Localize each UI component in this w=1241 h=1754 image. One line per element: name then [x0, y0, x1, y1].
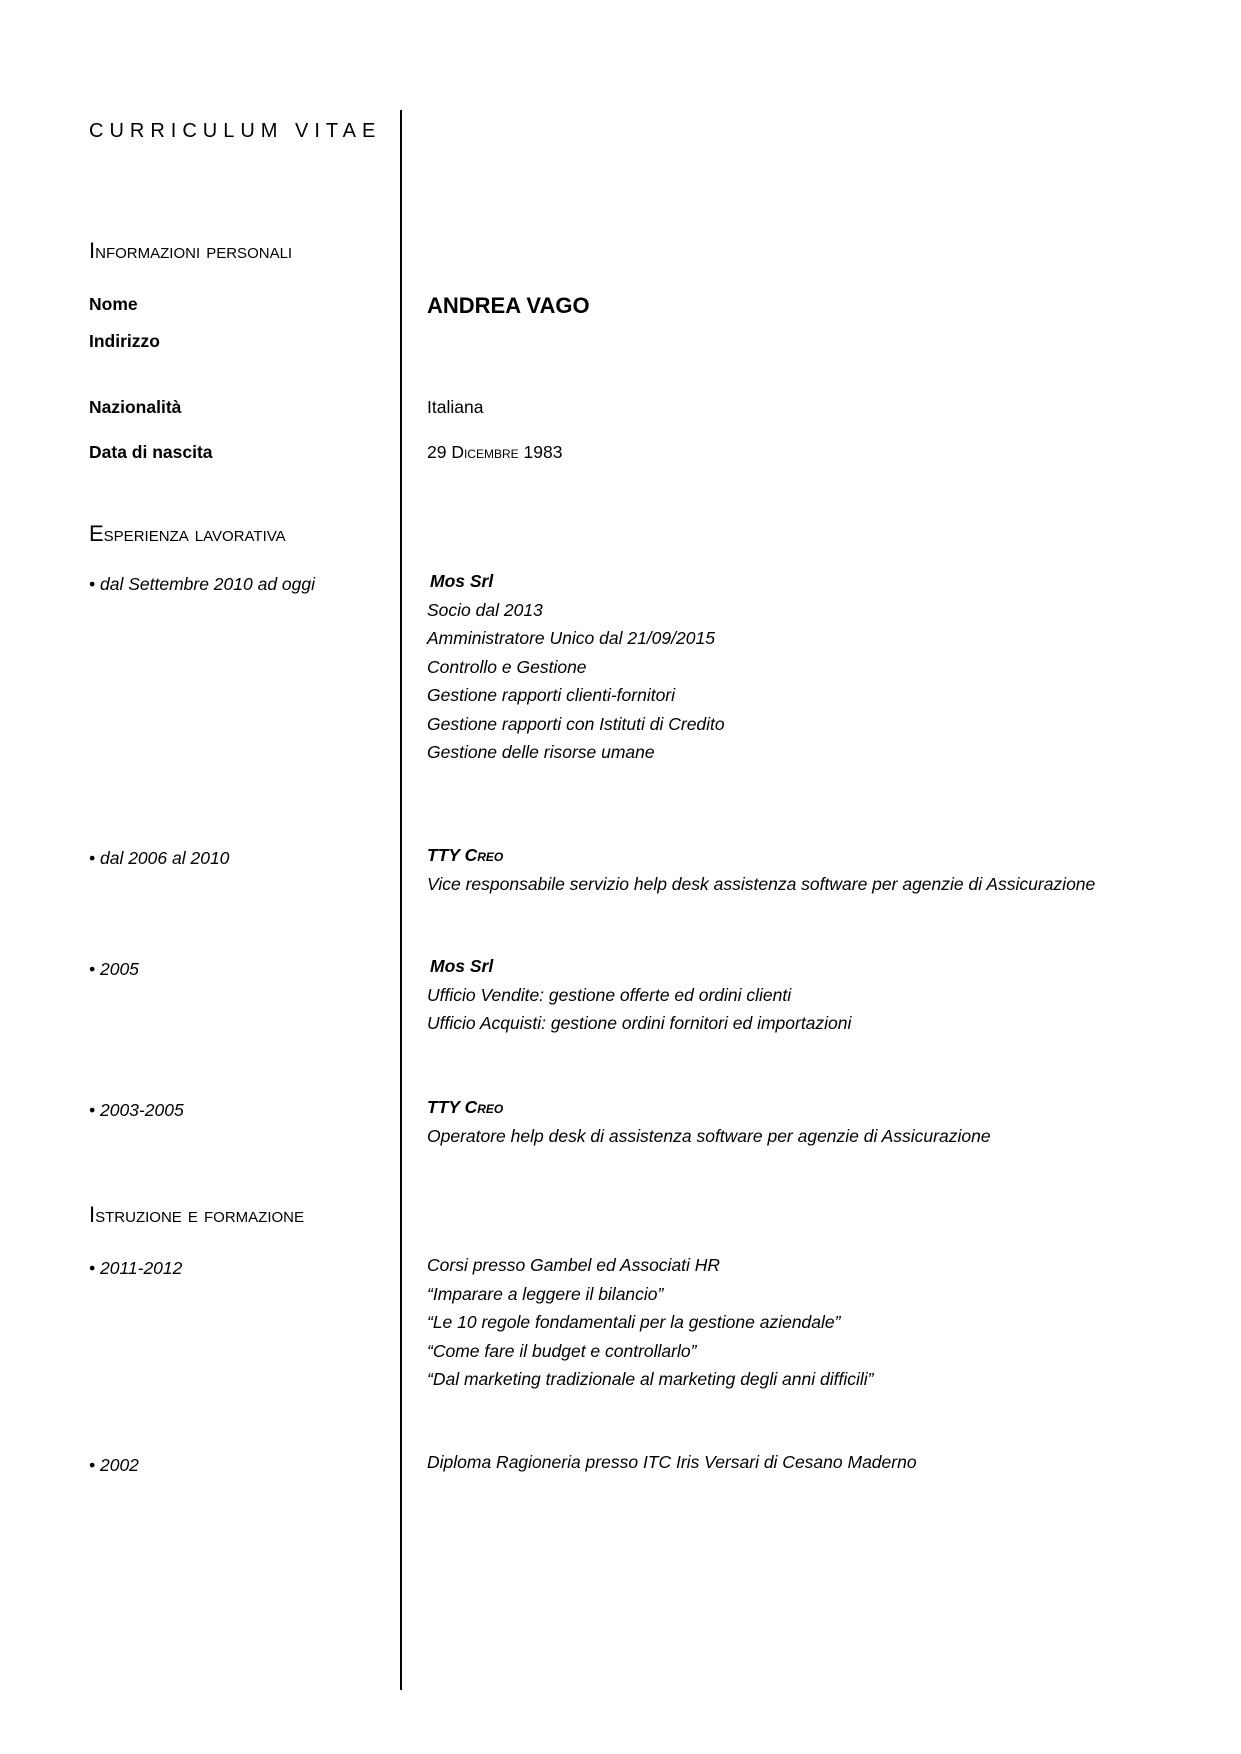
experience-line: Amministratore Unico dal 21/09/2015 — [427, 628, 715, 648]
section-heading-personal: Informazioni personali — [89, 238, 293, 263]
experience-line: Operatore help desk di assistenza software per agenzie di Assicurazione — [427, 1125, 991, 1146]
nationality-value: Italiana — [427, 397, 484, 417]
company-name: TTY Creo — [427, 845, 504, 865]
name-label: Nome — [89, 294, 138, 314]
name-value: ANDREA VAGO — [427, 293, 590, 318]
education-line: “Imparare a leggere il bilancio” — [427, 1283, 664, 1304]
experience-entry — [427, 1093, 991, 1150]
experience-line: Gestione rapporti con Istituti di Credito — [427, 713, 725, 734]
section-heading-experience: Esperienza lavorativa — [89, 521, 286, 546]
experience-date: • 2003-2005 — [89, 1100, 184, 1120]
education-line: “Dal marketing tradizionale al marketing degli anni difficili” — [427, 1369, 874, 1389]
experience-line: Gestione rapporti clienti-fornitori — [427, 685, 676, 705]
company-name: TTY Creo — [427, 1097, 504, 1117]
experience-line: Ufficio Acquisti: gestione ordini fornitori ed importazioni — [427, 1013, 852, 1033]
company-name: Mos Srl — [430, 571, 494, 591]
experience-date: • dal 2006 al 2010 — [89, 848, 230, 868]
section-heading-education: Istruzione e formazione — [89, 1202, 305, 1227]
education-line: “Le 10 regole fondamentali per la gestione aziendale” — [427, 1312, 841, 1332]
education-line: Diploma Ragioneria presso ITC Iris Versari di Cesano Maderno — [427, 1452, 917, 1472]
education-date: • 2002 — [89, 1455, 139, 1475]
education-entry — [427, 1448, 917, 1477]
experience-line: Ufficio Vendite: gestione offerte ed ordini clienti — [427, 984, 792, 1005]
experience-line: Gestione delle risorse umane — [427, 742, 655, 762]
document-title: CURRICULUM VITAE — [89, 120, 382, 142]
experience-line: Controllo e Gestione — [427, 656, 587, 677]
address-label: Indirizzo — [89, 331, 160, 351]
education-entry — [427, 1251, 873, 1394]
experience-entry — [427, 952, 851, 1038]
company-name: Mos Srl — [430, 956, 494, 976]
birth-label: Data di nascita — [89, 442, 213, 462]
nationality-label: Nazionalità — [89, 397, 182, 417]
education-line: Corsi presso Gambel ed Associati HR — [427, 1255, 721, 1275]
experience-entry — [427, 567, 725, 767]
experience-line: Vice responsabile servizio help desk assistenza software per agenzie di Assicurazione — [427, 873, 1096, 894]
birth-value: 29 Dicembre 1983 — [427, 442, 563, 462]
experience-line: Socio dal 2013 — [427, 599, 543, 620]
education-line: “Come fare il budget e controllarlo” — [427, 1340, 697, 1361]
experience-date: • 2005 — [89, 959, 139, 979]
column-divider — [400, 110, 402, 1690]
education-date: • 2011-2012 — [89, 1258, 183, 1278]
experience-date: • dal Settembre 2010 ad oggi — [89, 574, 316, 594]
experience-entry — [427, 841, 1095, 898]
